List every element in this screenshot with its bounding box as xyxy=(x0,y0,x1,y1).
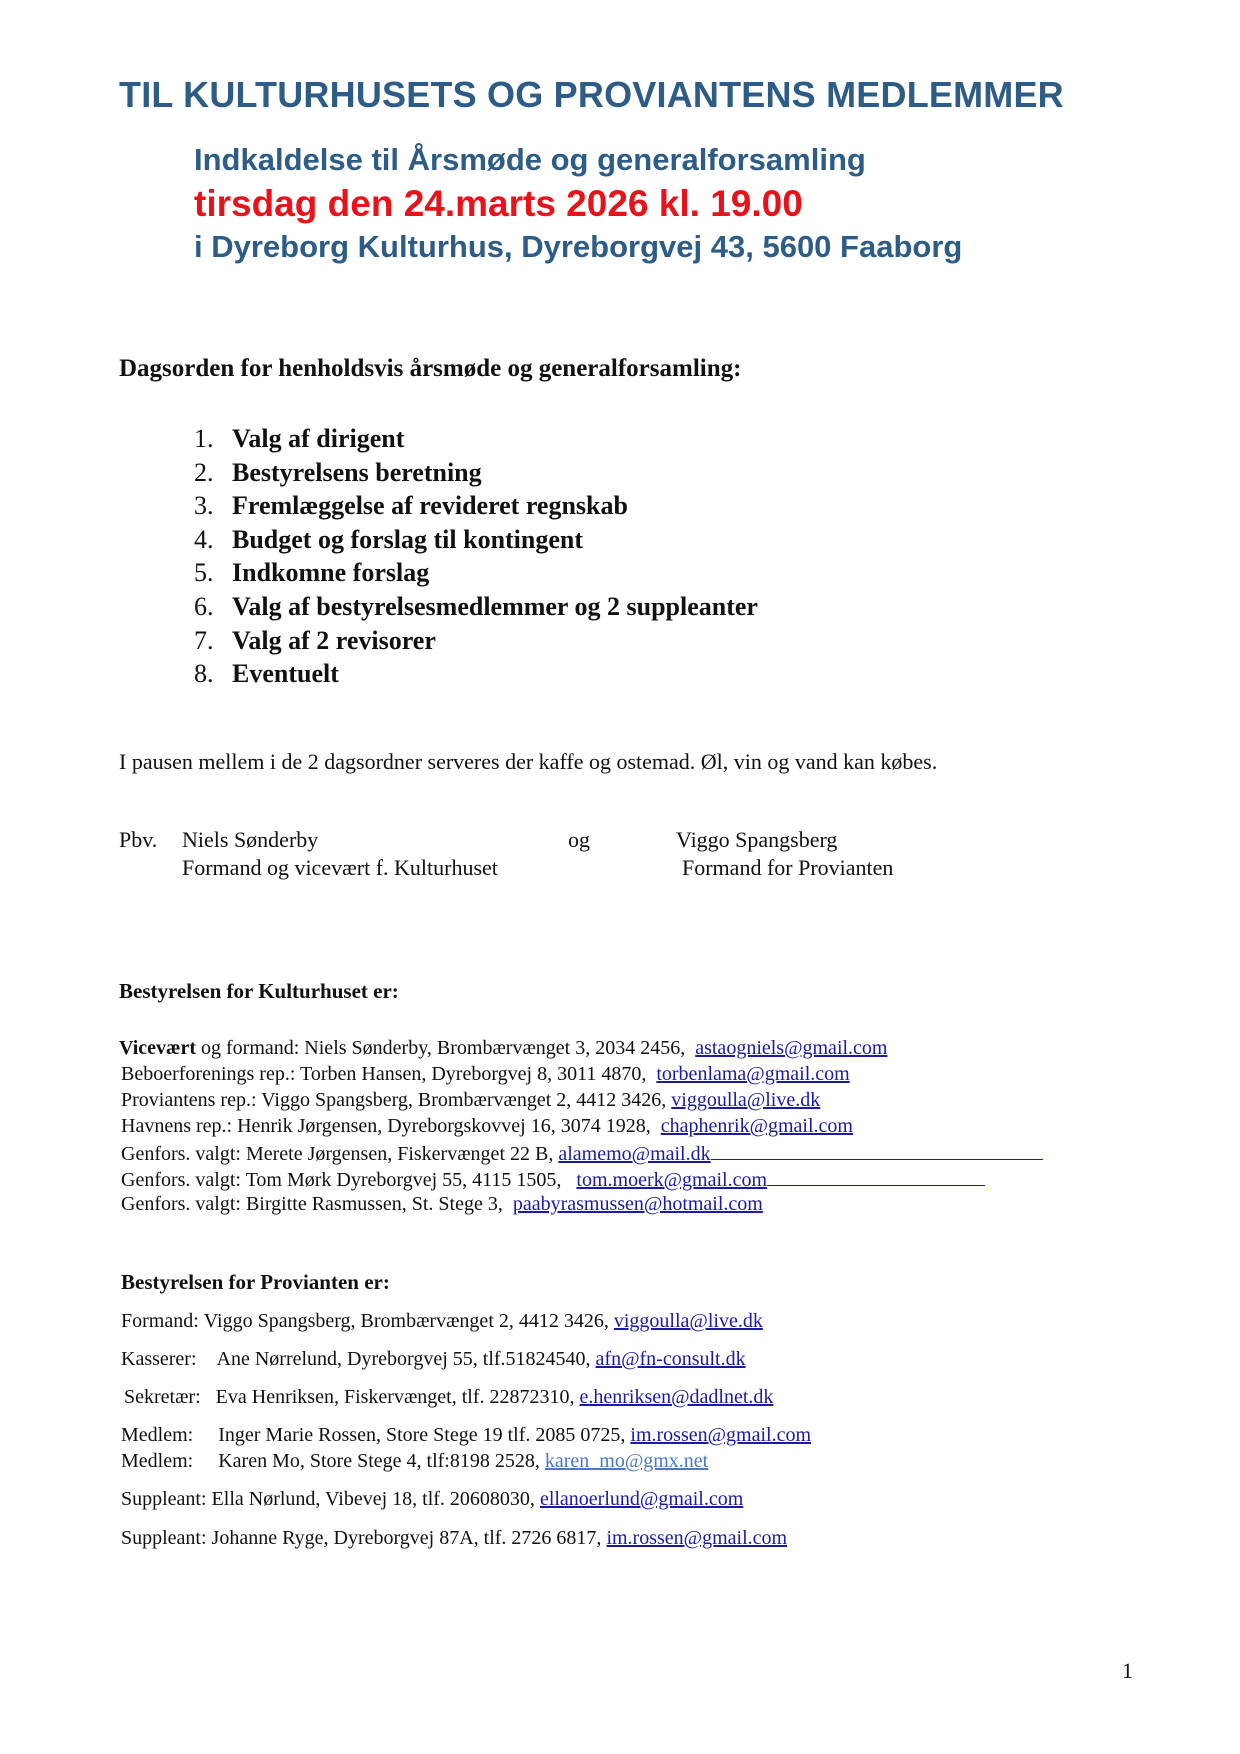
board-row xyxy=(121,1167,985,1192)
agenda-item-number: 3. xyxy=(194,491,214,521)
board-row-text: Eva Henriksen, Fiskervænget, tlf. 22872310, xyxy=(215,1386,575,1408)
board-row xyxy=(121,1063,850,1086)
signature-name-2: Viggo Spangsberg xyxy=(676,827,838,852)
board-row xyxy=(124,1386,773,1409)
email-link[interactable]: tom.moerk@gmail.com xyxy=(576,1169,768,1191)
board-row-text: Proviantens rep.: Viggo Spangsberg, Brombærvænget 2, 4412 3426, xyxy=(121,1089,667,1111)
agenda-list xyxy=(194,422,758,691)
email-link[interactable]: afn@fn-consult.dk xyxy=(595,1348,746,1370)
agenda-item-text: Eventuelt xyxy=(232,659,339,689)
agenda-item xyxy=(194,523,758,557)
agenda-item xyxy=(194,624,758,658)
email-link[interactable]: im.rossen@gmail.com xyxy=(606,1527,788,1549)
board-row-text: Genfors. valgt: Merete Jørgensen, Fiskervænget 22 B, xyxy=(121,1143,554,1165)
agenda-item xyxy=(194,456,758,490)
underline-decoration xyxy=(767,1167,985,1186)
signature-role-1: Formand og vicevært f. Kulturhuset xyxy=(182,855,498,880)
agenda-item-text: Budget og forslag til kontingent xyxy=(232,524,584,554)
board-row-text: Ella Nørlund, Vibevej 18, tlf. 20608030, xyxy=(211,1488,535,1510)
email-link[interactable]: torbenlama@gmail.com xyxy=(656,1063,850,1085)
meeting-subtitle: Indkaldelse til Årsmøde og generalforsamling xyxy=(194,142,866,177)
signature-pbv: Pbv. xyxy=(119,827,158,852)
page-number: 1 xyxy=(1122,1658,1133,1683)
email-link[interactable]: viggoulla@live.dk xyxy=(671,1089,821,1111)
email-link[interactable]: chaphenrik@gmail.com xyxy=(660,1115,853,1137)
board-row xyxy=(121,1310,763,1333)
agenda-item-text: Valg af 2 revisorer xyxy=(232,625,436,655)
document-title: TIL KULTURHUSETS OG PROVIANTENS MEDLEMMER xyxy=(119,74,1064,115)
kulturhus-board-heading: Bestyrelsen for Kulturhuset er: xyxy=(119,979,399,1003)
board-row-text: Genfors. valgt: Birgitte Rasmussen, St. Stege 3, xyxy=(121,1193,503,1215)
email-link[interactable]: ellanoerlund@gmail.com xyxy=(539,1488,744,1510)
board-row-text: Inger Marie Rossen, Store Stege 19 tlf. 2085 0725, xyxy=(218,1424,626,1446)
agenda-item-number: 1. xyxy=(194,424,214,453)
email-link[interactable]: astaogniels@gmail.com xyxy=(695,1037,888,1059)
board-row-text: Johanne Ryge, Dyreborgvej 87A, tlf. 2726 6817, xyxy=(211,1527,602,1549)
agenda-item-number: 8. xyxy=(194,659,214,689)
email-link[interactable]: paabyrasmussen@hotmail.com xyxy=(512,1193,763,1215)
board-row-text: Genfors. valgt: Tom Mørk Dyreborgvej 55, 4115 1505, xyxy=(121,1169,562,1191)
meeting-date: tirsdag den 24.marts 2026 kl. 19.00 xyxy=(194,183,803,224)
board-row xyxy=(121,1527,787,1550)
board-row-role: Suppleant: xyxy=(121,1488,207,1510)
board-row xyxy=(121,1193,763,1216)
signature-and: og xyxy=(568,827,590,852)
email-link[interactable]: im.rossen@gmail.com xyxy=(630,1424,812,1446)
email-link[interactable]: alamemo@mail.dk xyxy=(558,1143,711,1165)
board-row-text: Havnens rep.: Henrik Jørgensen, Dyreborgskovvej 16, 3074 1928, xyxy=(121,1115,651,1137)
signature-role-2: Formand for Provianten xyxy=(682,855,894,880)
board-row-role: Medlem: xyxy=(121,1424,194,1446)
agenda-item-number: 5. xyxy=(194,558,214,588)
agenda-item xyxy=(194,422,758,456)
agenda-item-number: 6. xyxy=(194,591,214,621)
board-row-text: og formand: Niels Sønderby, Brombærvænget 3, 2034 2456, xyxy=(196,1037,686,1059)
agenda-item-number: 2. xyxy=(194,457,214,487)
agenda-item xyxy=(194,590,758,624)
board-row xyxy=(121,1424,811,1447)
board-row-text: Beboerforenings rep.: Torben Hansen, Dyreborgvej 8, 3011 4870, xyxy=(121,1063,647,1085)
board-row-role: Medlem: xyxy=(121,1450,194,1472)
board-row-text: Karen Mo, Store Stege 4, tlf:8198 2528, xyxy=(218,1450,540,1472)
board-row xyxy=(121,1450,708,1473)
board-row-role: Formand: xyxy=(121,1310,199,1332)
board-row xyxy=(121,1488,743,1511)
agenda-item xyxy=(194,657,758,691)
agenda-item-number: 4. xyxy=(194,524,214,554)
agenda-item-text: Valg af dirigent xyxy=(232,424,405,453)
email-link[interactable]: viggoulla@live.dk xyxy=(613,1310,763,1332)
agenda-item-text: Valg af bestyrelsesmedlemmer og 2 suppleanter xyxy=(232,591,758,621)
board-row xyxy=(121,1141,1043,1166)
board-row xyxy=(121,1089,820,1112)
board-row-role: Sekretær: xyxy=(124,1386,201,1408)
board-row-label: Vicevært xyxy=(119,1037,196,1059)
agenda-item-text: Fremlæggelse af revideret regnskab xyxy=(232,491,628,521)
board-row xyxy=(121,1348,746,1371)
board-row xyxy=(119,1037,887,1060)
agenda-item-number: 7. xyxy=(194,625,214,655)
proviant-board-heading: Bestyrelsen for Provianten er: xyxy=(121,1270,390,1294)
board-row-role: Kasserer: xyxy=(121,1348,197,1370)
board-row-role: Suppleant: xyxy=(121,1527,207,1549)
agenda-item-text: Indkomne forslag xyxy=(232,558,430,588)
board-row-text: Viggo Spangsberg, Brombærvænget 2, 4412 3426, xyxy=(203,1310,609,1332)
agenda-item xyxy=(194,556,758,590)
pause-note: I pausen mellem i de 2 dagsordner serveres der kaffe og ostemad. Øl, vin og vand kan købes. xyxy=(119,749,938,774)
signature-name-1: Niels Sønderby xyxy=(182,827,319,852)
agenda-item-text: Bestyrelsens beretning xyxy=(232,457,482,487)
underline-decoration xyxy=(711,1141,1043,1160)
board-row xyxy=(121,1115,853,1138)
email-link[interactable]: e.henriksen@dadlnet.dk xyxy=(579,1386,774,1408)
board-row-text: Ane Nørrelund, Dyreborgvej 55, tlf.51824540, xyxy=(216,1348,591,1370)
agenda-heading: Dagsorden for henholdsvis årsmøde og generalforsamling: xyxy=(119,355,742,382)
agenda-item xyxy=(194,489,758,523)
meeting-location: i Dyreborg Kulturhus, Dyreborgvej 43, 5600 Faaborg xyxy=(194,229,963,264)
email-link[interactable]: karen_mo@gmx.net xyxy=(544,1450,709,1472)
